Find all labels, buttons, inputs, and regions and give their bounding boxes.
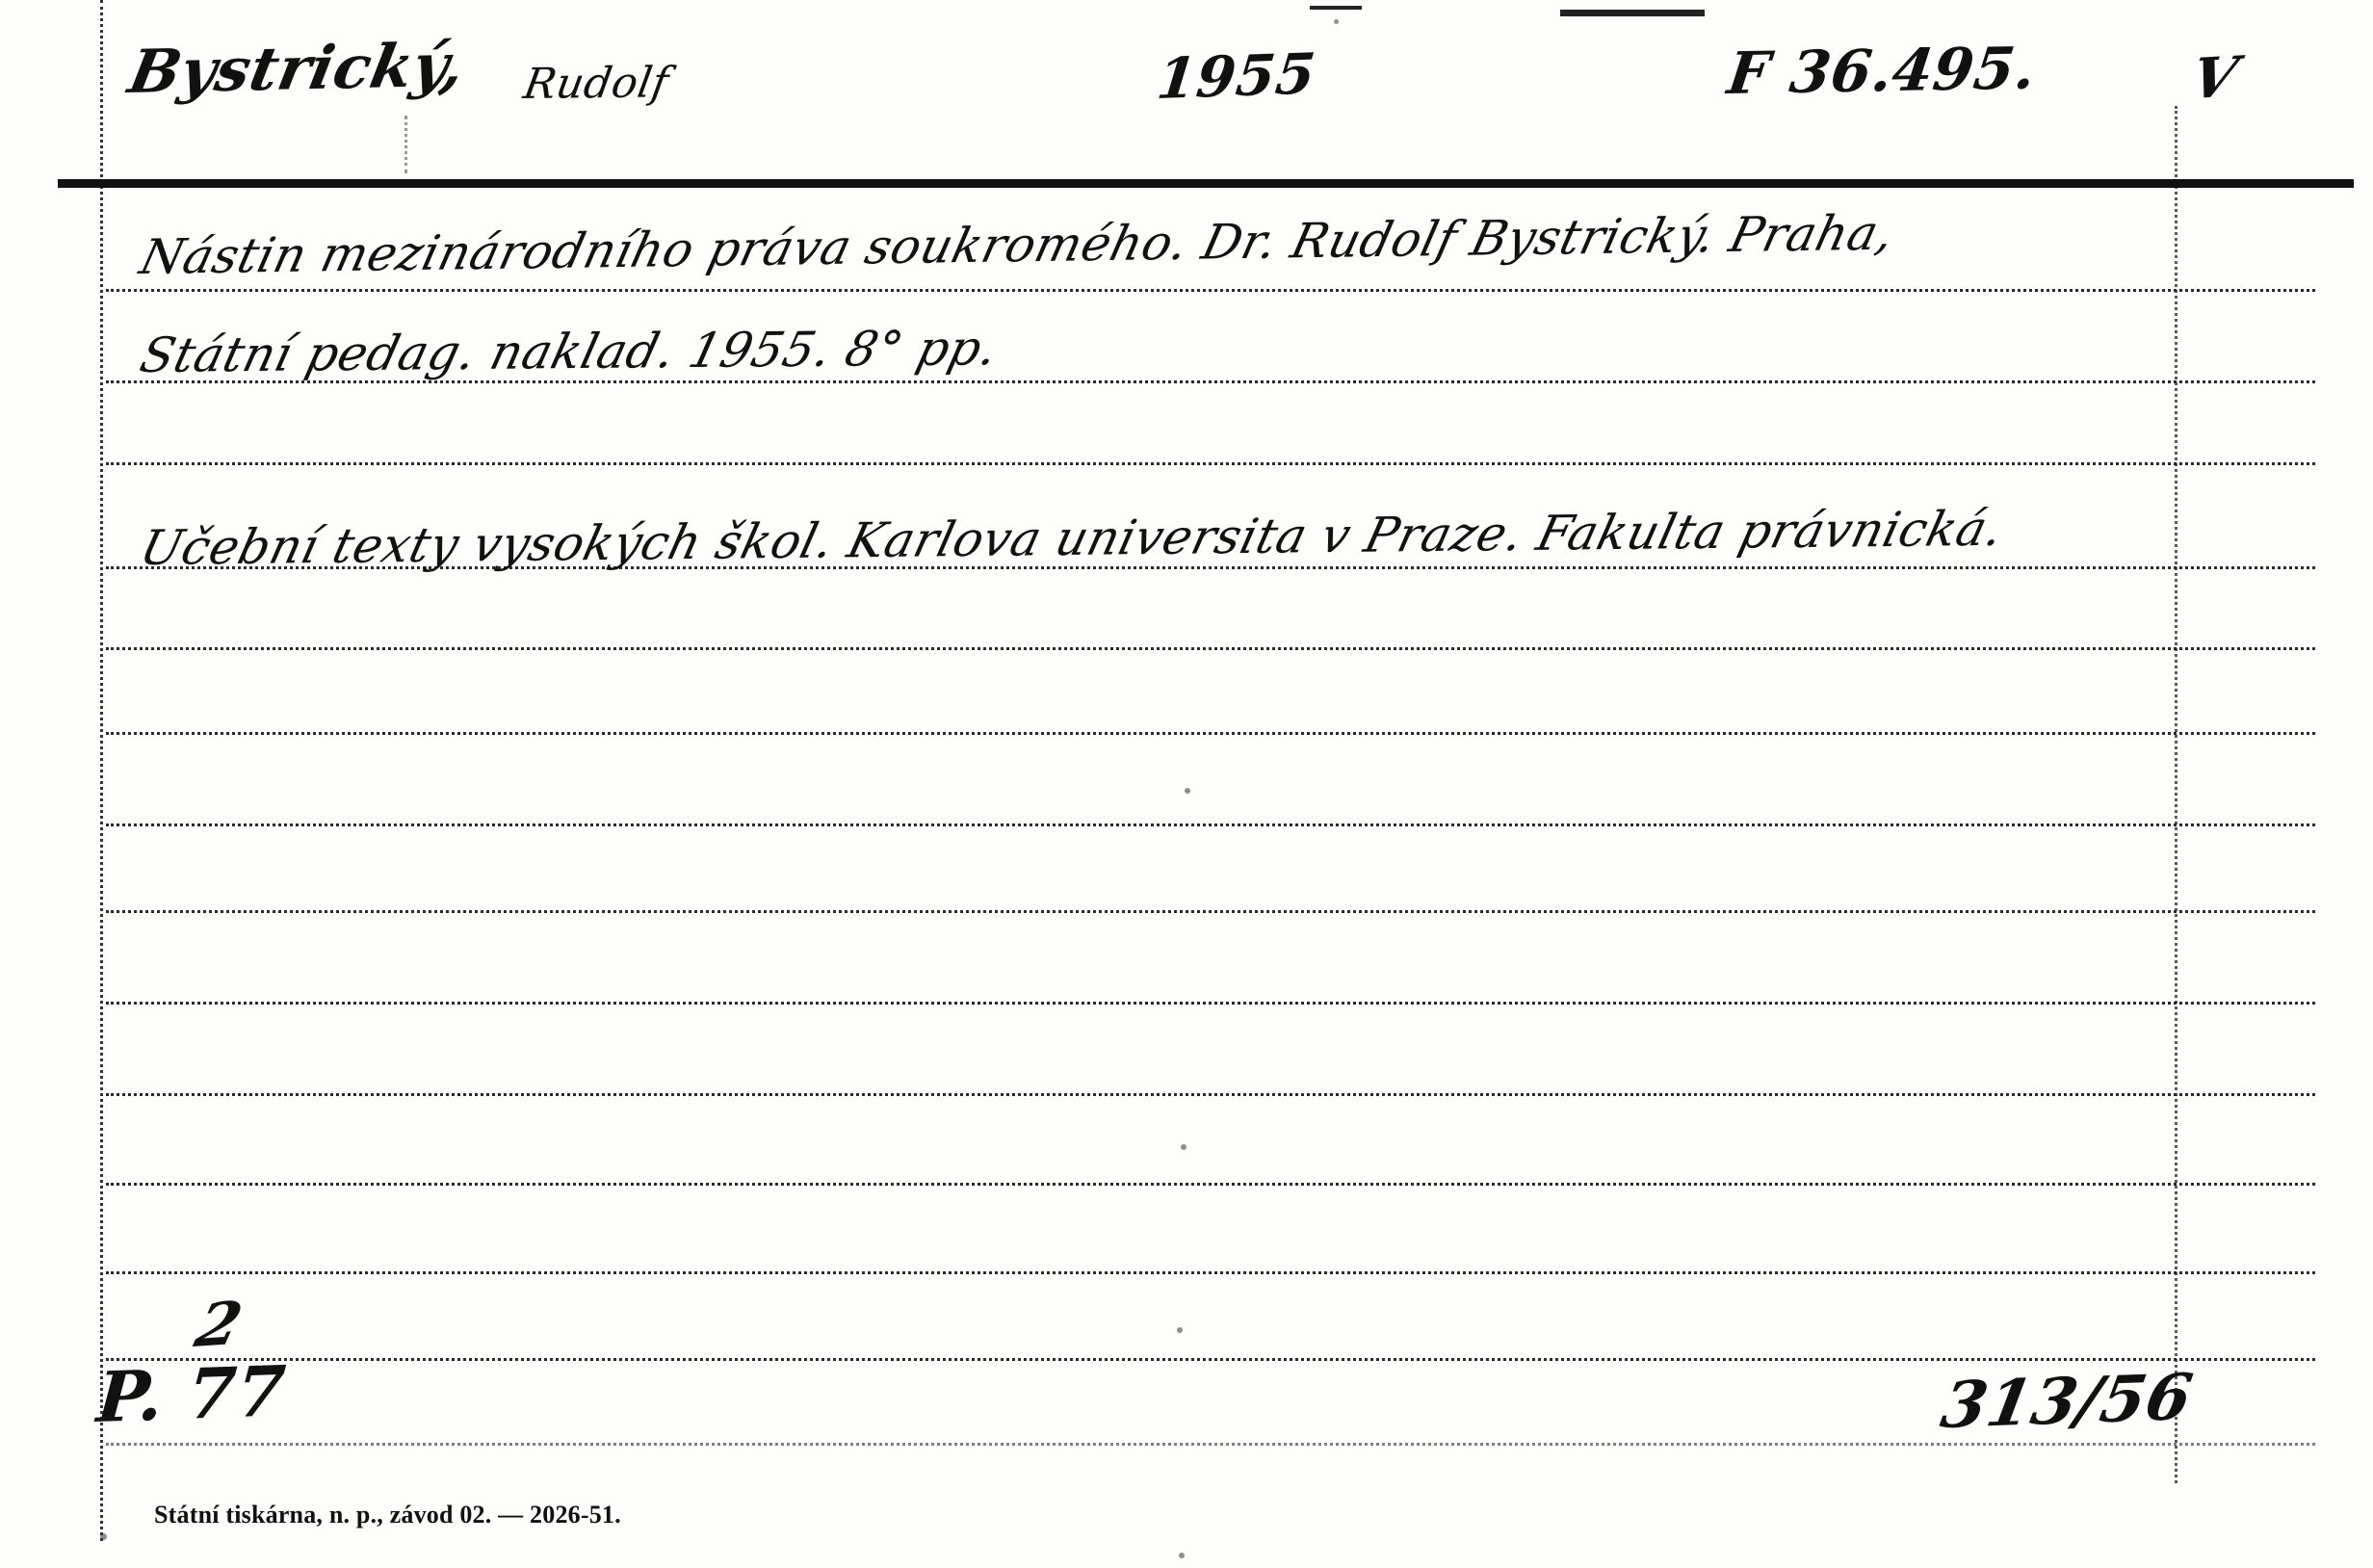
stray-mark-top-left bbox=[1310, 6, 1362, 10]
ruled-line bbox=[106, 380, 2315, 383]
speck bbox=[1185, 788, 1190, 794]
speck bbox=[1181, 1144, 1186, 1150]
stray-mark-top-right bbox=[1560, 10, 1705, 16]
speck bbox=[1179, 1553, 1185, 1558]
shelfmark-suffix: V bbox=[2186, 43, 2244, 112]
speck bbox=[1177, 1327, 1183, 1333]
printer-imprint: Státní tiskárna, n. p., závod 02. — 2026-51. bbox=[154, 1501, 621, 1529]
accession-number: 313/56 bbox=[1936, 1359, 2199, 1443]
ruled-line bbox=[106, 1358, 2315, 1361]
vertical-rule-left bbox=[100, 0, 103, 1541]
ruled-line bbox=[106, 1093, 2315, 1096]
ruled-line bbox=[106, 732, 2315, 735]
ruled-line bbox=[106, 1002, 2315, 1005]
ruled-line bbox=[106, 289, 2315, 292]
shelfmark: F 36.495. bbox=[1724, 35, 2040, 108]
title-statement: Nástin mezinárodního práva soukromého. Dr. Rudolf Bystrický. Praha, bbox=[135, 204, 1900, 285]
author-forename: Rudolf bbox=[520, 58, 673, 109]
speck bbox=[1334, 19, 1339, 24]
vertical-rule-right bbox=[2175, 106, 2177, 1483]
vertical-rule-tick bbox=[404, 116, 407, 173]
ruled-line bbox=[106, 647, 2315, 650]
series-statement: Učební texty vysokých škol. Karlova universita v Praze. Fakulta právnická. bbox=[135, 500, 2009, 576]
author-surname: Bystrický, bbox=[123, 29, 472, 107]
heading-divider bbox=[58, 179, 2354, 188]
ruled-line bbox=[106, 910, 2315, 913]
imprint-statement: Státní pedag. naklad. 1955. 8° pp. bbox=[135, 320, 1004, 383]
classmark: P. 77 bbox=[94, 1349, 289, 1438]
ruled-line bbox=[106, 823, 2315, 826]
speck bbox=[100, 1533, 107, 1540]
check-mark: 2 bbox=[189, 1288, 250, 1361]
ruled-line bbox=[106, 1271, 2315, 1274]
ruled-line bbox=[106, 1443, 2315, 1446]
ruled-line bbox=[106, 462, 2315, 465]
publication-year: 1955 bbox=[1154, 40, 1319, 112]
ruled-line bbox=[106, 1183, 2315, 1186]
